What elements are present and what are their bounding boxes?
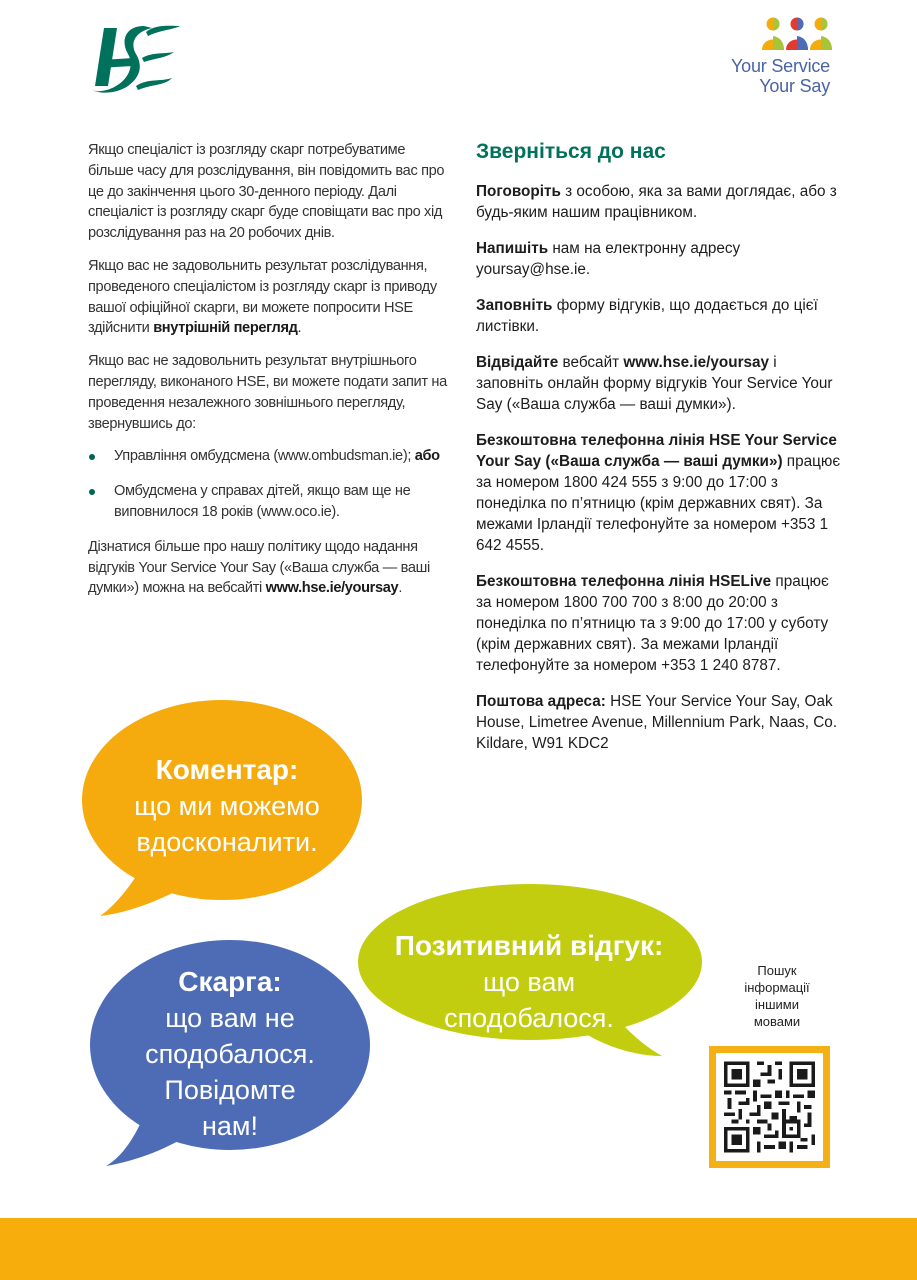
hse-logo-icon <box>86 20 186 96</box>
right-column <box>476 138 846 769</box>
qr-code[interactable] <box>709 1046 830 1168</box>
postal-address-paragraph: Поштова адреса: HSE Your Service Your Say, Oak House, Limetree Avenue, Millennium Park, Naas, Co. Kildare, W91 KDC2 <box>476 693 838 752</box>
qr-code-icon <box>724 1061 815 1153</box>
your-service-your-say-logo <box>718 16 838 102</box>
talk-paragraph: Поговоріть з особою, яка за вами доглядає, або з будь-яким нашим працівником. <box>476 183 837 221</box>
visit-website-paragraph: Відвідайте вебсайт www.hse.ie/yoursay і заповніть онлайн форму відгуків Your Service Your Say («Ваша служба — ваші думки»). <box>476 354 833 413</box>
list-item-oco: Омбудсмена у справах дітей, якщо вам ще не виповнилося 18 років (www.oco.ie). <box>88 481 448 523</box>
freephone-hselive-paragraph: Безкоштовна телефонна лінія HSELive працює за номером 1800 700 700 з 8:00 до 20:00 з понеділка по п’ятницю та з 9:00 до 17:00 у суботу (крім державних свят). За межами Ірландії телефонуйте за номером +353 1 240 8787. <box>476 573 829 674</box>
list-item-ombudsman: Управління омбудсмена (www.ombudsman.ie); або <box>88 446 448 467</box>
complaint-title: Скарга: <box>178 966 282 997</box>
ysys-line1: Your Service <box>731 56 830 76</box>
policy-paragraph: Дізнатися більше про нашу політику щодо надання відгуків Your Service Your Say («Ваша служба — ваші думки») можна на вебсайті www.hse.ie/yoursay. <box>88 538 430 597</box>
fill-form-paragraph: Заповніть форму відгуків, що додається до цієї листівки. <box>476 297 818 335</box>
contact-heading: Зверніться до нас <box>476 140 666 163</box>
investigation-extension-paragraph: Якщо спеціаліст із розгляду скарг потребуватиме більше часу для розслідування, він повідомить вас про це до закінчення цього 30-денного періоду. Далі спеціаліст із розгляду скарг буде сповіщати вас про хід розслідування раз на 20 робочих днів. <box>88 142 445 242</box>
complaint-bubble: Скарга: що вам не сподобалося. Повідомте нам! <box>100 964 360 1144</box>
ysys-line2: Your Say <box>759 76 830 96</box>
compliment-title: Позитивний відгук: <box>394 930 664 961</box>
people-icon <box>762 16 832 52</box>
qr-label: Пошук інформації іншими мовами <box>744 963 810 1029</box>
ysys-logo-text <box>731 56 830 96</box>
comment-title: Коментар: <box>155 754 299 785</box>
left-column <box>88 140 448 611</box>
internal-review-paragraph: Якщо вас не задовольнить результат розслідування, проведеного спеціалістом із розгляду скарг із приводу вашої офіційної скарги, ви можете попросити HSE здійснити внутрішній перегляд. <box>88 257 437 337</box>
compliment-bubble: Позитивний відгук: що вам сподобалося. <box>364 928 694 1036</box>
hse-logo <box>86 20 186 96</box>
comment-bubble: Коментар: що ми можемо вдосконалити. <box>92 752 362 860</box>
website-link[interactable]: www.hse.ie/yoursay <box>623 354 770 371</box>
freephone-ysys-paragraph: Безкоштовна телефонна лінія HSE Your Service Your Say («Ваша служба — ваші думки») працює за номером 1800 424 555 з 9:00 до 17:00 з понеділка по п’ятницю (крім державних свят). За межами Ірландії телефонуйте за номером +353 1 642 4555. <box>476 432 841 554</box>
yoursay-link[interactable]: www.hse.ie/yoursay <box>265 580 399 597</box>
external-review-paragraph: Якщо вас не задовольнить результат внутрішнього перегляду, виконаного HSE, ви можете подати запит на проведення незалежного зовнішнього перегляду, звернувшись до: <box>88 353 447 432</box>
review-bodies-list <box>88 446 448 522</box>
footer-band <box>0 1218 917 1280</box>
write-paragraph: Напишіть нам на електронну адресу yoursay@hse.ie. <box>476 240 741 278</box>
internal-review-bold: внутрішній перегляд <box>153 320 298 337</box>
